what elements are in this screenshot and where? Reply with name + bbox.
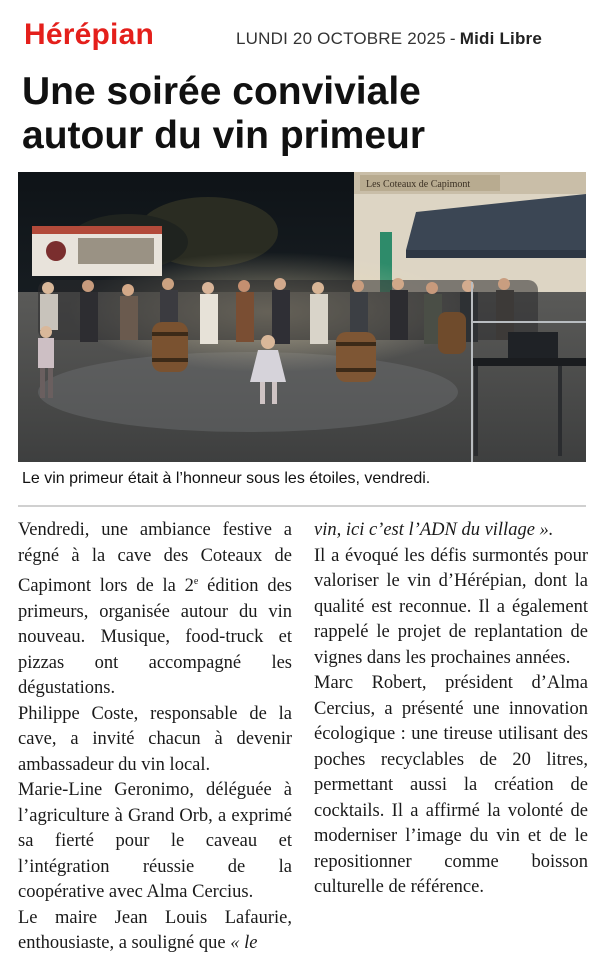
dateline bbox=[236, 29, 542, 49]
newspaper-name: Midi Libre bbox=[459, 29, 543, 48]
event-photo bbox=[18, 172, 586, 462]
paragraph-6: Marc Robert, président d’Alma Cercius, a présenté une innovation écologique : une tireuse utilisant des poches recyclables de 20 litres, permettant aussi la création de cocktails. Il a affirmé la volonté de moderniser l’image du vin et de le repositionner comme boisson culturelle de référence. bbox=[314, 673, 588, 897]
paragraph-4 bbox=[18, 906, 292, 957]
article-column-right bbox=[314, 518, 588, 901]
paragraph-1: Vendredi, une ambiance festive a régné à la cave des Coteaux de Capimont lors de la 2e édition des primeurs, organisée autour du vin nouveau. Musique, food-truck et pizzas ont accompagné les dégustations. bbox=[18, 520, 292, 699]
paragraph-5: Il a évoqué les défis surmontés pour valoriser le vin d’Hérépian, dont la qualité est reconnue. Il a également rappelé le projet de replantation de vignes dans les prochaines années. bbox=[314, 545, 588, 668]
date-text: LUNDI 20 OCTOBRE 2025 bbox=[236, 29, 446, 48]
caption-divider bbox=[18, 505, 586, 507]
quote-start: « le bbox=[230, 933, 258, 954]
paragraph-4-text: Le maire Jean Louis Lafaurie, enthousiaste, a souligné que bbox=[18, 907, 292, 954]
dateline-separator: - bbox=[449, 29, 456, 48]
headline-line-2: autour du vin primeur bbox=[22, 114, 426, 157]
city-label: Hérépian bbox=[24, 18, 154, 51]
quote-end: vin, ici c’est l’ADN du village ». bbox=[314, 520, 554, 540]
article-column-left bbox=[18, 518, 292, 957]
paragraph-3: Marie-Line Geronimo, déléguée à l’agriculture à Grand Orb, a exprimé sa fierté pour le caveau et l’intégration réussie de la coopérative avec Alma Cercius. bbox=[18, 780, 292, 903]
headline-line-1: Une soirée conviviale bbox=[22, 70, 421, 113]
article-header bbox=[0, 0, 600, 170]
headline bbox=[22, 70, 582, 158]
paragraph-2: Philippe Coste, responsable de la cave, a invité chacun à devenir ambassadeur du vin local. bbox=[18, 703, 292, 775]
photo-caption: Le vin primeur était à l’honneur sous les étoiles, vendredi. bbox=[22, 470, 431, 487]
photo-sign-text: Les Coteaux de Capimont bbox=[366, 179, 471, 190]
